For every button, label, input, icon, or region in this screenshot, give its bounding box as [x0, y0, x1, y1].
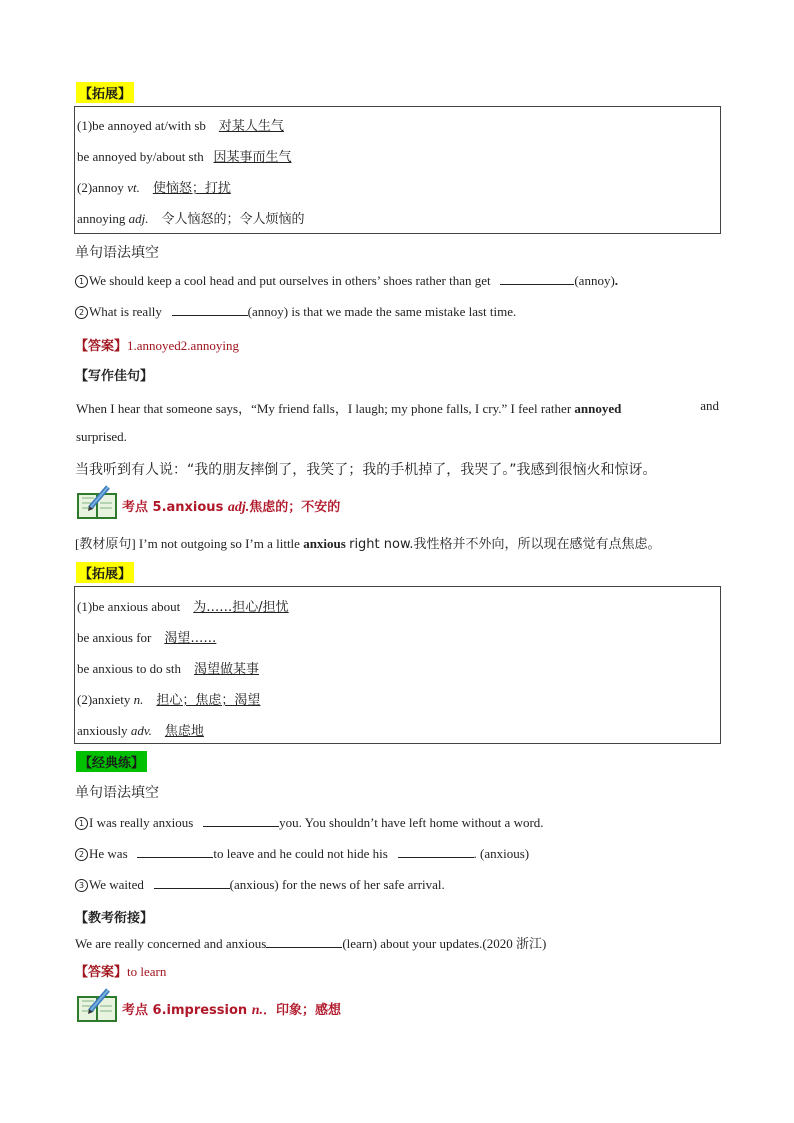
extension-box-annoy	[74, 106, 721, 234]
item-punct: .	[614, 273, 619, 288]
ext-cn: 令人恼怒的；令人烦恼的	[161, 212, 305, 227]
ext-cn: 为……担心/担忧	[193, 600, 289, 615]
ext-row	[77, 596, 289, 615]
item-text: He was	[89, 846, 128, 861]
item-text: (anxious) for the news of her safe arrival.	[229, 877, 445, 892]
answer-line	[75, 335, 239, 354]
sentence-text: right now.我性格并不外向，所以现在感觉有点焦虑。	[349, 537, 661, 552]
exercise-item	[75, 273, 618, 289]
ext-row	[77, 115, 284, 134]
sentence-keyword: anxious	[303, 536, 346, 551]
book-pencil-icon	[76, 987, 118, 1023]
item-number: 3	[75, 879, 88, 892]
ext-row	[77, 177, 231, 196]
book-pencil-icon	[76, 484, 118, 520]
item-number: 1	[75, 817, 88, 830]
answer-text: to learn	[127, 964, 167, 979]
point-title	[122, 999, 341, 1019]
item-number: 2	[75, 306, 88, 319]
answer-blank[interactable]	[203, 815, 279, 827]
exercise-item	[75, 304, 516, 320]
answer-blank[interactable]	[172, 304, 248, 316]
ext-en: be annoyed by/about sth	[77, 149, 204, 164]
writing-en-cont: surprised.	[76, 429, 127, 444]
answer-label: 【答案】	[75, 965, 128, 980]
writing-title: 【写作佳句】	[75, 369, 154, 384]
answer-label: 【答案】	[75, 339, 128, 354]
writing-text: When I hear that someone says，“My friend falls，I laugh; my phone falls, I cry.” I feel rather	[76, 401, 572, 416]
writing-en	[76, 398, 719, 417]
ext-pos: n.	[133, 692, 144, 707]
item-text: We should keep a cool head and put ourselves in others’ shoes rather than get	[89, 273, 491, 288]
ext-cn: 对某人生气	[218, 119, 284, 134]
ext-row	[77, 658, 259, 677]
ext-row	[77, 627, 216, 646]
point-label: 考点 6.impression	[122, 1003, 252, 1018]
ext-cn: 渴望做某事	[194, 662, 260, 677]
exam-item	[75, 933, 546, 952]
point-cn: ．印象；感想	[263, 1003, 342, 1018]
item-text: . (anxious)	[473, 846, 530, 861]
exercise-item	[75, 877, 445, 893]
exercise-title: 单句语法填空	[75, 785, 159, 801]
item-text: I was really anxious	[89, 815, 194, 830]
item-number: 1	[75, 275, 88, 288]
exercise-item	[75, 846, 529, 862]
writing-cn: 当我听到有人说：“我的朋友摔倒了，我笑了；我的手机掉了，我哭了。”我感到很恼火和惊讶。	[75, 462, 657, 478]
item-text: to leave and he could not hide his	[213, 846, 388, 861]
ext-en: (1)be anxious about	[77, 599, 181, 614]
ext-pos: vt.	[127, 180, 140, 195]
ext-row	[77, 689, 260, 708]
answer-blank[interactable]	[266, 936, 342, 948]
ext-en: (1)be annoyed at/with sb	[77, 118, 206, 133]
answer-text: 1.annoyed2.annoying	[127, 338, 239, 353]
ext-cn: 渴望……	[164, 631, 217, 646]
textbook-sentence	[75, 533, 661, 552]
item-text: What is really	[89, 304, 162, 319]
answer-line	[75, 961, 166, 980]
ext-row	[77, 720, 204, 739]
writing-text: and	[700, 398, 719, 413]
answer-blank[interactable]	[154, 877, 230, 889]
ext-en: be anxious to do sth	[77, 661, 181, 676]
ext-en: (2)annoy	[77, 180, 128, 195]
exercise-title: 单句语法填空	[75, 245, 159, 261]
ext-cn: 担心；焦虑；渴望	[156, 693, 261, 708]
ext-cn: 因某事而生气	[213, 150, 292, 165]
ext-cn: 焦虑地	[164, 724, 204, 739]
item-text: (annoy) is that we made the same mistake last time.	[247, 304, 517, 319]
answer-blank[interactable]	[137, 846, 213, 858]
exercise-item	[75, 815, 544, 831]
point-pos: adj.	[227, 500, 250, 515]
item-text: We are really concerned and anxious	[75, 936, 267, 951]
item-text: We waited	[89, 877, 144, 892]
extension-box-anxious	[74, 586, 721, 744]
point-cn: 焦虑的；不安的	[249, 500, 341, 515]
answer-blank[interactable]	[398, 846, 474, 858]
point-pos: n.	[251, 1003, 263, 1018]
ext-en: be anxious for	[77, 630, 152, 645]
ext-row	[77, 208, 305, 227]
practice-tag: 【经典练】	[76, 751, 147, 772]
point-label: 考点 5.anxious	[122, 500, 228, 515]
item-hint: (annoy)	[574, 273, 615, 288]
ext-pos: adv.	[130, 723, 152, 738]
ext-en: anxiously	[77, 723, 131, 738]
extension-tag: 【拓展】	[76, 82, 134, 103]
sentence-text: [教材原句] I’m not outgoing so I’m a little	[75, 536, 300, 551]
item-number: 2	[75, 848, 88, 861]
ext-pos: adj.	[128, 211, 149, 226]
answer-blank[interactable]	[500, 273, 574, 285]
extension-tag: 【拓展】	[76, 562, 134, 583]
writing-keyword: annoyed	[574, 401, 622, 416]
ext-en: annoying	[77, 211, 129, 226]
ext-en: (2)anxiety	[77, 692, 134, 707]
ext-row	[77, 146, 292, 165]
exam-title: 【教考衔接】	[75, 911, 154, 926]
ext-cn: 使恼怒；打扰	[152, 181, 231, 196]
item-text: you. You shouldn’t have left home without a word.	[279, 815, 544, 830]
point-title	[122, 496, 340, 516]
item-text: (learn) about your updates.(2020 浙江)	[342, 936, 547, 951]
